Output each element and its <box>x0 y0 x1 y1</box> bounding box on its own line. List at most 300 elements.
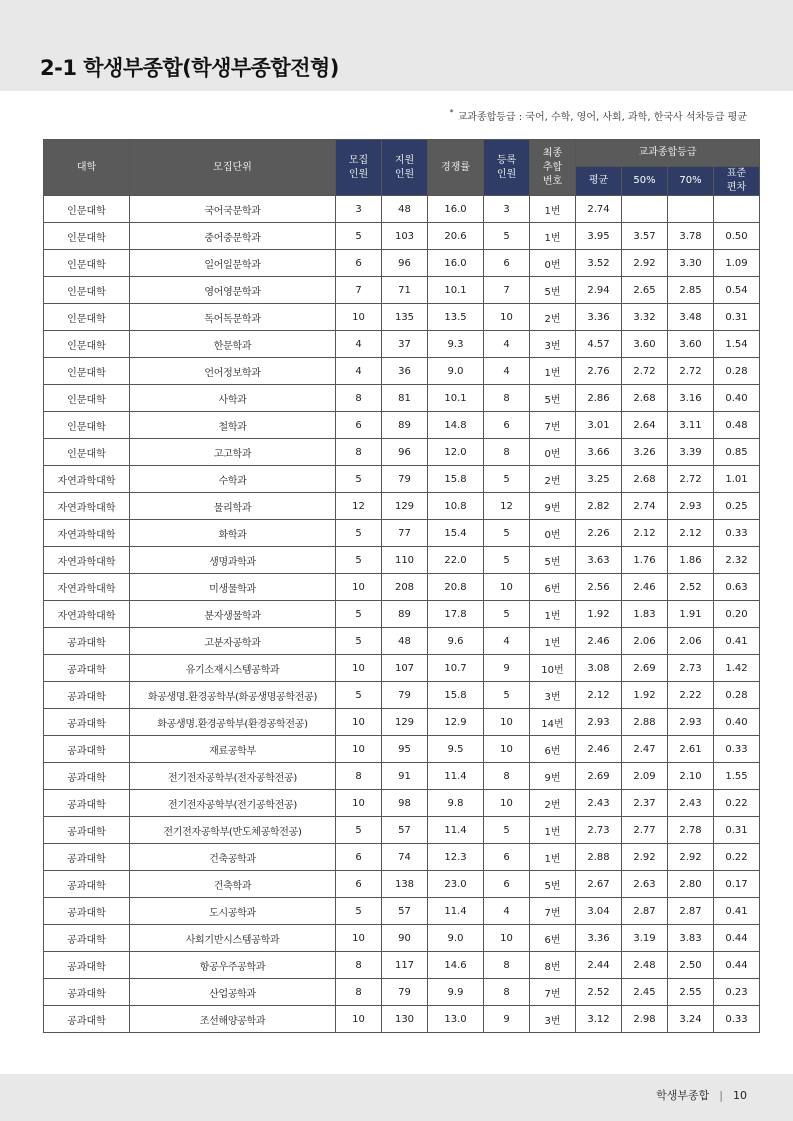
cell-p70: 2.92 <box>668 844 714 871</box>
cell-p70: 2.61 <box>668 736 714 763</box>
cell-quota: 10 <box>336 925 382 952</box>
cell-final-no: 6번 <box>530 925 576 952</box>
cell-rate: 20.6 <box>428 223 484 250</box>
cell-final-no: 7번 <box>530 412 576 439</box>
cell-avg: 2.76 <box>576 358 622 385</box>
cell-college: 공과대학 <box>44 655 130 682</box>
cell-final-no: 5번 <box>530 871 576 898</box>
cell-college: 자연과학대학 <box>44 574 130 601</box>
table-row <box>44 709 760 736</box>
cell-college: 인문대학 <box>44 304 130 331</box>
cell-avg: 3.08 <box>576 655 622 682</box>
cell-p70: 2.78 <box>668 817 714 844</box>
table-row <box>44 898 760 925</box>
cell-quota: 5 <box>336 601 382 628</box>
cell-enrolled: 5 <box>484 466 530 493</box>
cell-quota: 6 <box>336 844 382 871</box>
cell-p70: 2.06 <box>668 628 714 655</box>
cell-p50: 2.92 <box>622 844 668 871</box>
cell-p50: 2.68 <box>622 385 668 412</box>
cell-sd: 0.54 <box>714 277 760 304</box>
cell-p70: 2.12 <box>668 520 714 547</box>
table-row <box>44 1006 760 1033</box>
cell-applicants: 79 <box>382 979 428 1006</box>
cell-p50: 2.65 <box>622 277 668 304</box>
admission-table <box>43 139 760 1033</box>
cell-applicants: 98 <box>382 790 428 817</box>
header-sd: 표준 편차 <box>714 167 760 196</box>
cell-rate: 12.3 <box>428 844 484 871</box>
cell-enrolled: 10 <box>484 790 530 817</box>
cell-p70: 3.16 <box>668 385 714 412</box>
cell-enrolled: 6 <box>484 250 530 277</box>
cell-unit: 고고학과 <box>130 439 336 466</box>
cell-enrolled: 8 <box>484 439 530 466</box>
cell-rate: 10.8 <box>428 493 484 520</box>
cell-p70: 2.22 <box>668 682 714 709</box>
header-grade-group: 교과종합등급 <box>576 140 760 167</box>
cell-p50: 2.12 <box>622 520 668 547</box>
cell-quota: 3 <box>336 196 382 223</box>
cell-p50 <box>622 196 668 223</box>
cell-college: 공과대학 <box>44 628 130 655</box>
cell-sd: 1.01 <box>714 466 760 493</box>
cell-quota: 6 <box>336 250 382 277</box>
cell-unit: 사학과 <box>130 385 336 412</box>
cell-final-no: 1번 <box>530 844 576 871</box>
cell-enrolled: 10 <box>484 925 530 952</box>
cell-college: 공과대학 <box>44 817 130 844</box>
table-row <box>44 763 760 790</box>
cell-rate: 20.8 <box>428 574 484 601</box>
cell-unit: 재료공학부 <box>130 736 336 763</box>
cell-enrolled: 8 <box>484 979 530 1006</box>
cell-avg: 2.12 <box>576 682 622 709</box>
table-row <box>44 925 760 952</box>
table-row <box>44 223 760 250</box>
grade-note <box>450 108 747 123</box>
cell-p70: 3.39 <box>668 439 714 466</box>
cell-avg: 1.92 <box>576 601 622 628</box>
cell-unit: 사회기반시스템공학과 <box>130 925 336 952</box>
cell-p70: 2.93 <box>668 493 714 520</box>
cell-quota: 10 <box>336 790 382 817</box>
footer-separator: | <box>719 1089 723 1102</box>
cell-quota: 10 <box>336 1006 382 1033</box>
cell-p50: 2.47 <box>622 736 668 763</box>
cell-college: 공과대학 <box>44 763 130 790</box>
cell-p70: 2.87 <box>668 898 714 925</box>
cell-final-no: 9번 <box>530 493 576 520</box>
cell-rate: 16.0 <box>428 250 484 277</box>
cell-college: 공과대학 <box>44 790 130 817</box>
cell-enrolled: 3 <box>484 196 530 223</box>
cell-p50: 2.92 <box>622 250 668 277</box>
cell-sd: 0.40 <box>714 709 760 736</box>
cell-p50: 2.45 <box>622 979 668 1006</box>
cell-p70 <box>668 196 714 223</box>
cell-final-no: 10번 <box>530 655 576 682</box>
cell-p50: 2.06 <box>622 628 668 655</box>
cell-avg: 2.74 <box>576 196 622 223</box>
cell-sd: 0.28 <box>714 358 760 385</box>
cell-unit: 전기전자공학부(반도체공학전공) <box>130 817 336 844</box>
cell-p50: 2.68 <box>622 466 668 493</box>
cell-rate: 9.8 <box>428 790 484 817</box>
cell-college: 공과대학 <box>44 952 130 979</box>
cell-p70: 3.83 <box>668 925 714 952</box>
cell-final-no: 2번 <box>530 790 576 817</box>
cell-p70: 2.93 <box>668 709 714 736</box>
cell-quota: 5 <box>336 466 382 493</box>
cell-applicants: 77 <box>382 520 428 547</box>
cell-enrolled: 7 <box>484 277 530 304</box>
cell-avg: 3.52 <box>576 250 622 277</box>
cell-college: 인문대학 <box>44 223 130 250</box>
cell-avg: 2.86 <box>576 385 622 412</box>
header-applicants: 지원 인원 <box>382 140 428 196</box>
cell-p50: 2.88 <box>622 709 668 736</box>
cell-enrolled: 10 <box>484 736 530 763</box>
cell-applicants: 110 <box>382 547 428 574</box>
cell-sd: 0.28 <box>714 682 760 709</box>
cell-rate: 15.8 <box>428 682 484 709</box>
cell-p70: 3.11 <box>668 412 714 439</box>
cell-p70: 2.73 <box>668 655 714 682</box>
cell-p50: 2.98 <box>622 1006 668 1033</box>
cell-applicants: 91 <box>382 763 428 790</box>
cell-p70: 2.85 <box>668 277 714 304</box>
cell-p70: 3.24 <box>668 1006 714 1033</box>
cell-avg: 2.43 <box>576 790 622 817</box>
cell-applicants: 89 <box>382 412 428 439</box>
cell-p50: 2.46 <box>622 574 668 601</box>
cell-quota: 6 <box>336 412 382 439</box>
cell-unit: 항공우주공학과 <box>130 952 336 979</box>
cell-sd: 1.09 <box>714 250 760 277</box>
cell-unit: 조선해양공학과 <box>130 1006 336 1033</box>
note-mark: * <box>449 108 454 117</box>
cell-applicants: 130 <box>382 1006 428 1033</box>
cell-quota: 8 <box>336 979 382 1006</box>
cell-sd: 0.31 <box>714 304 760 331</box>
cell-unit: 미생물학과 <box>130 574 336 601</box>
cell-applicants: 79 <box>382 466 428 493</box>
cell-rate: 9.9 <box>428 979 484 1006</box>
table-row <box>44 304 760 331</box>
cell-applicants: 138 <box>382 871 428 898</box>
cell-avg: 2.88 <box>576 844 622 871</box>
table-row <box>44 844 760 871</box>
table-row <box>44 250 760 277</box>
cell-final-no: 5번 <box>530 277 576 304</box>
cell-enrolled: 4 <box>484 898 530 925</box>
cell-applicants: 208 <box>382 574 428 601</box>
cell-enrolled: 6 <box>484 412 530 439</box>
cell-rate: 15.4 <box>428 520 484 547</box>
cell-final-no: 14번 <box>530 709 576 736</box>
cell-sd: 0.44 <box>714 952 760 979</box>
cell-applicants: 103 <box>382 223 428 250</box>
cell-sd: 0.31 <box>714 817 760 844</box>
table-row <box>44 871 760 898</box>
cell-unit: 유기소재시스템공학과 <box>130 655 336 682</box>
cell-enrolled: 5 <box>484 682 530 709</box>
cell-applicants: 129 <box>382 709 428 736</box>
cell-unit: 고분자공학과 <box>130 628 336 655</box>
cell-unit: 물리학과 <box>130 493 336 520</box>
cell-college: 인문대학 <box>44 250 130 277</box>
cell-p70: 1.86 <box>668 547 714 574</box>
cell-final-no: 1번 <box>530 817 576 844</box>
cell-p50: 1.92 <box>622 682 668 709</box>
header-p50: 50% <box>622 167 668 196</box>
cell-college: 자연과학대학 <box>44 493 130 520</box>
cell-applicants: 48 <box>382 196 428 223</box>
cell-final-no: 3번 <box>530 682 576 709</box>
cell-p50: 2.87 <box>622 898 668 925</box>
cell-sd: 0.41 <box>714 628 760 655</box>
cell-avg: 2.73 <box>576 817 622 844</box>
cell-sd: 0.48 <box>714 412 760 439</box>
cell-quota: 12 <box>336 493 382 520</box>
cell-p50: 2.37 <box>622 790 668 817</box>
table-row <box>44 493 760 520</box>
cell-p50: 1.83 <box>622 601 668 628</box>
cell-sd: 0.50 <box>714 223 760 250</box>
cell-p70: 3.48 <box>668 304 714 331</box>
cell-unit: 한문학과 <box>130 331 336 358</box>
cell-applicants: 117 <box>382 952 428 979</box>
cell-applicants: 96 <box>382 439 428 466</box>
cell-applicants: 37 <box>382 331 428 358</box>
cell-p70: 1.91 <box>668 601 714 628</box>
cell-avg: 3.36 <box>576 925 622 952</box>
table-row <box>44 682 760 709</box>
cell-avg: 2.56 <box>576 574 622 601</box>
cell-enrolled: 9 <box>484 1006 530 1033</box>
cell-enrolled: 9 <box>484 655 530 682</box>
cell-college: 인문대학 <box>44 412 130 439</box>
cell-enrolled: 4 <box>484 358 530 385</box>
table-row <box>44 952 760 979</box>
cell-final-no: 7번 <box>530 979 576 1006</box>
cell-sd: 0.25 <box>714 493 760 520</box>
cell-avg: 2.93 <box>576 709 622 736</box>
cell-enrolled: 10 <box>484 304 530 331</box>
cell-final-no: 9번 <box>530 763 576 790</box>
table-row <box>44 412 760 439</box>
cell-avg: 3.66 <box>576 439 622 466</box>
cell-college: 자연과학대학 <box>44 601 130 628</box>
cell-rate: 10.1 <box>428 277 484 304</box>
table-row <box>44 655 760 682</box>
cell-sd: 0.63 <box>714 574 760 601</box>
header-final-no: 최종 추합 번호 <box>530 140 576 196</box>
footer <box>656 1087 747 1103</box>
cell-applicants: 107 <box>382 655 428 682</box>
cell-sd: 0.33 <box>714 1006 760 1033</box>
cell-sd: 0.22 <box>714 790 760 817</box>
cell-final-no: 1번 <box>530 196 576 223</box>
cell-unit: 화학과 <box>130 520 336 547</box>
cell-applicants: 71 <box>382 277 428 304</box>
cell-avg: 2.26 <box>576 520 622 547</box>
cell-college: 인문대학 <box>44 358 130 385</box>
cell-sd: 0.20 <box>714 601 760 628</box>
cell-college: 자연과학대학 <box>44 466 130 493</box>
cell-p70: 3.30 <box>668 250 714 277</box>
cell-sd: 1.42 <box>714 655 760 682</box>
cell-p50: 2.63 <box>622 871 668 898</box>
table-row <box>44 520 760 547</box>
cell-college: 공과대학 <box>44 709 130 736</box>
table-row <box>44 385 760 412</box>
cell-college: 인문대학 <box>44 439 130 466</box>
header-p70: 70% <box>668 167 714 196</box>
cell-final-no: 8번 <box>530 952 576 979</box>
cell-p50: 1.76 <box>622 547 668 574</box>
cell-quota: 10 <box>336 304 382 331</box>
cell-unit: 일어일문학과 <box>130 250 336 277</box>
cell-sd: 0.40 <box>714 385 760 412</box>
cell-rate: 12.0 <box>428 439 484 466</box>
cell-college: 공과대학 <box>44 925 130 952</box>
cell-avg: 3.01 <box>576 412 622 439</box>
cell-p70: 3.78 <box>668 223 714 250</box>
table-row <box>44 547 760 574</box>
cell-quota: 8 <box>336 763 382 790</box>
table-row <box>44 790 760 817</box>
cell-p70: 2.80 <box>668 871 714 898</box>
cell-final-no: 6번 <box>530 574 576 601</box>
header-unit: 모집단위 <box>130 140 336 196</box>
table-row <box>44 736 760 763</box>
cell-enrolled: 12 <box>484 493 530 520</box>
cell-sd: 0.33 <box>714 520 760 547</box>
cell-enrolled: 8 <box>484 952 530 979</box>
cell-unit: 화공생명.환경공학부(화공생명공학전공) <box>130 682 336 709</box>
cell-p70: 2.10 <box>668 763 714 790</box>
cell-unit: 전기전자공학부(전자공학전공) <box>130 763 336 790</box>
cell-avg: 2.46 <box>576 628 622 655</box>
cell-quota: 6 <box>336 871 382 898</box>
cell-quota: 5 <box>336 817 382 844</box>
cell-sd: 0.22 <box>714 844 760 871</box>
cell-enrolled: 5 <box>484 817 530 844</box>
cell-college: 인문대학 <box>44 277 130 304</box>
cell-final-no: 1번 <box>530 223 576 250</box>
cell-sd: 0.17 <box>714 871 760 898</box>
cell-college: 인문대학 <box>44 385 130 412</box>
cell-rate: 14.8 <box>428 412 484 439</box>
table-row <box>44 358 760 385</box>
cell-college: 공과대학 <box>44 979 130 1006</box>
cell-quota: 5 <box>336 682 382 709</box>
header-avg: 평균 <box>576 167 622 196</box>
cell-avg: 4.57 <box>576 331 622 358</box>
cell-unit: 언어정보학과 <box>130 358 336 385</box>
cell-sd: 2.32 <box>714 547 760 574</box>
cell-unit: 건축학과 <box>130 871 336 898</box>
cell-final-no: 3번 <box>530 1006 576 1033</box>
cell-applicants: 48 <box>382 628 428 655</box>
cell-avg: 2.52 <box>576 979 622 1006</box>
cell-unit: 건축공학과 <box>130 844 336 871</box>
cell-enrolled: 8 <box>484 763 530 790</box>
cell-quota: 10 <box>336 709 382 736</box>
cell-rate: 9.0 <box>428 925 484 952</box>
cell-final-no: 2번 <box>530 466 576 493</box>
cell-enrolled: 10 <box>484 574 530 601</box>
cell-p50: 3.26 <box>622 439 668 466</box>
cell-sd: 0.23 <box>714 979 760 1006</box>
cell-final-no: 1번 <box>530 358 576 385</box>
cell-applicants: 95 <box>382 736 428 763</box>
cell-final-no: 7번 <box>530 898 576 925</box>
cell-sd: 0.41 <box>714 898 760 925</box>
cell-quota: 10 <box>336 574 382 601</box>
cell-applicants: 79 <box>382 682 428 709</box>
cell-quota: 10 <box>336 655 382 682</box>
cell-enrolled: 5 <box>484 223 530 250</box>
cell-quota: 5 <box>336 898 382 925</box>
cell-final-no: 1번 <box>530 601 576 628</box>
cell-rate: 9.5 <box>428 736 484 763</box>
cell-avg: 3.04 <box>576 898 622 925</box>
cell-quota: 8 <box>336 439 382 466</box>
cell-enrolled: 4 <box>484 628 530 655</box>
note-text: 교과종합등급 : 국어, 수학, 영어, 사회, 과학, 한국사 석차등급 평균 <box>457 112 747 123</box>
page-number: 10 <box>733 1089 747 1102</box>
cell-p70: 2.52 <box>668 574 714 601</box>
cell-p50: 2.74 <box>622 493 668 520</box>
cell-quota: 5 <box>336 223 382 250</box>
header-rate: 경쟁률 <box>428 140 484 196</box>
cell-p70: 2.43 <box>668 790 714 817</box>
cell-unit: 산업공학과 <box>130 979 336 1006</box>
cell-avg: 3.36 <box>576 304 622 331</box>
cell-final-no: 0번 <box>530 250 576 277</box>
cell-p50: 2.09 <box>622 763 668 790</box>
cell-avg: 2.94 <box>576 277 622 304</box>
table-row <box>44 439 760 466</box>
cell-rate: 15.8 <box>428 466 484 493</box>
cell-p70: 2.50 <box>668 952 714 979</box>
cell-rate: 9.3 <box>428 331 484 358</box>
page-title: 2-1 학생부종합(학생부종합전형) <box>40 56 339 80</box>
cell-college: 인문대학 <box>44 196 130 223</box>
cell-college: 인문대학 <box>44 331 130 358</box>
cell-applicants: 135 <box>382 304 428 331</box>
cell-avg: 3.63 <box>576 547 622 574</box>
cell-quota: 5 <box>336 628 382 655</box>
cell-quota: 4 <box>336 331 382 358</box>
cell-avg: 2.82 <box>576 493 622 520</box>
cell-p70: 2.72 <box>668 466 714 493</box>
cell-applicants: 89 <box>382 601 428 628</box>
cell-unit: 생명과학과 <box>130 547 336 574</box>
cell-sd: 1.54 <box>714 331 760 358</box>
cell-unit: 영어영문학과 <box>130 277 336 304</box>
cell-rate: 17.8 <box>428 601 484 628</box>
table-row <box>44 466 760 493</box>
cell-college: 자연과학대학 <box>44 520 130 547</box>
cell-sd <box>714 196 760 223</box>
cell-unit: 분자생물학과 <box>130 601 336 628</box>
cell-rate: 12.9 <box>428 709 484 736</box>
cell-p70: 3.60 <box>668 331 714 358</box>
